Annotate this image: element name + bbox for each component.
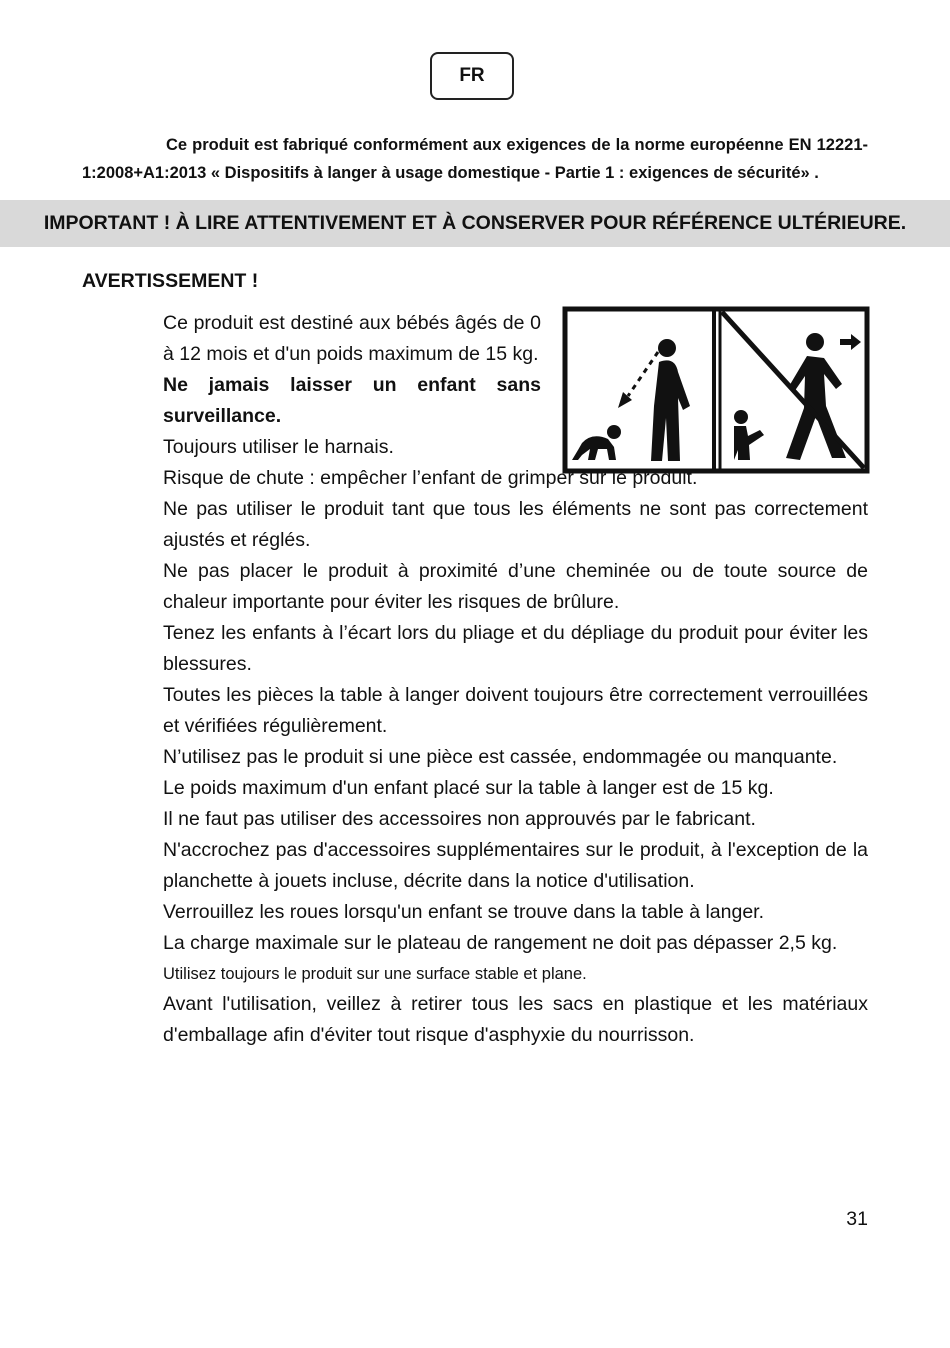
warning-accessories: Il ne faut pas utiliser des accessoires non approuvés par le fabricant. xyxy=(163,808,756,830)
language-label: FR xyxy=(459,65,485,86)
warning-list xyxy=(163,308,868,1051)
language-badge xyxy=(430,52,514,100)
warning-folding: Tenez les enfants à l’écart lors du pliage et du dépliage du produit pour éviter les blessures. xyxy=(163,622,868,675)
important-banner xyxy=(0,200,950,247)
warning-fall-risk: Risque de chute : empêcher l’enfant de grimper sur le produit. xyxy=(163,467,698,489)
warning-harness: Toujours utiliser le harnais. xyxy=(163,436,394,458)
warning-extra-accessories: N'accrochez pas d'accessoires supplémentaires sur le produit, à l'exception de la planchette à jouets incluse, décrite dans la notice d'utilisation. xyxy=(163,839,868,892)
warning-heat-source: Ne pas placer le produit à proximité d’une cheminée ou de toute source de chaleur importante pour éviter les risques de brûlure. xyxy=(163,560,868,613)
page-number: 31 xyxy=(846,1208,868,1230)
warning-wheels: Verrouillez les roues lorsqu'un enfant se trouve dans la table à langer. xyxy=(163,901,765,923)
warning-supervision: Ne jamais laisser un enfant sans surveillance. xyxy=(163,374,541,427)
warning-storage-load: La charge maximale sur le plateau de rangement ne doit pas dépasser 2,5 kg. xyxy=(163,932,838,954)
warning-age-weight: Ce produit est destiné aux bébés âgés de 0 à 12 mois et d'un poids maximum de 15 kg. xyxy=(163,312,541,365)
warning-packaging: Avant l'utilisation, veillez à retirer tous les sacs en plastique et les matériaux d'emballage afin d'éviter tout risque d'asphyxie du nourrisson. xyxy=(163,993,868,1046)
warning-title: AVERTISSEMENT ! xyxy=(82,270,259,292)
important-banner-text: IMPORTANT ! À LIRE ATTENTIVEMENT ET À CONSERVER POUR RÉFÉRENCE ULTÉRIEURE. xyxy=(43,212,907,234)
warning-stable-surface: Utilisez toujours le produit sur une surface stable et plane. xyxy=(163,965,587,983)
intro-paragraph: Ce produit est fabriqué conformément aux exigences de la norme européenne EN 12221-1:2008+A1:2013 « Dispositifs à langer à usage domestique - Partie 1 : exigences de sécurité» . xyxy=(82,135,868,182)
warning-broken-parts: N’utilisez pas le produit si une pièce est cassée, endommagée ou manquante. xyxy=(163,746,838,768)
warning-locking: Toutes les pièces la table à langer doivent toujours être correctement verrouillées et vérifiées régulièrement. xyxy=(163,684,868,737)
warning-adjustment: Ne pas utiliser le produit tant que tous les éléments ne sont pas correctement ajustés et réglés. xyxy=(163,498,868,551)
warning-max-weight: Le poids maximum d'un enfant placé sur la table à langer est de 15 kg. xyxy=(163,777,774,799)
